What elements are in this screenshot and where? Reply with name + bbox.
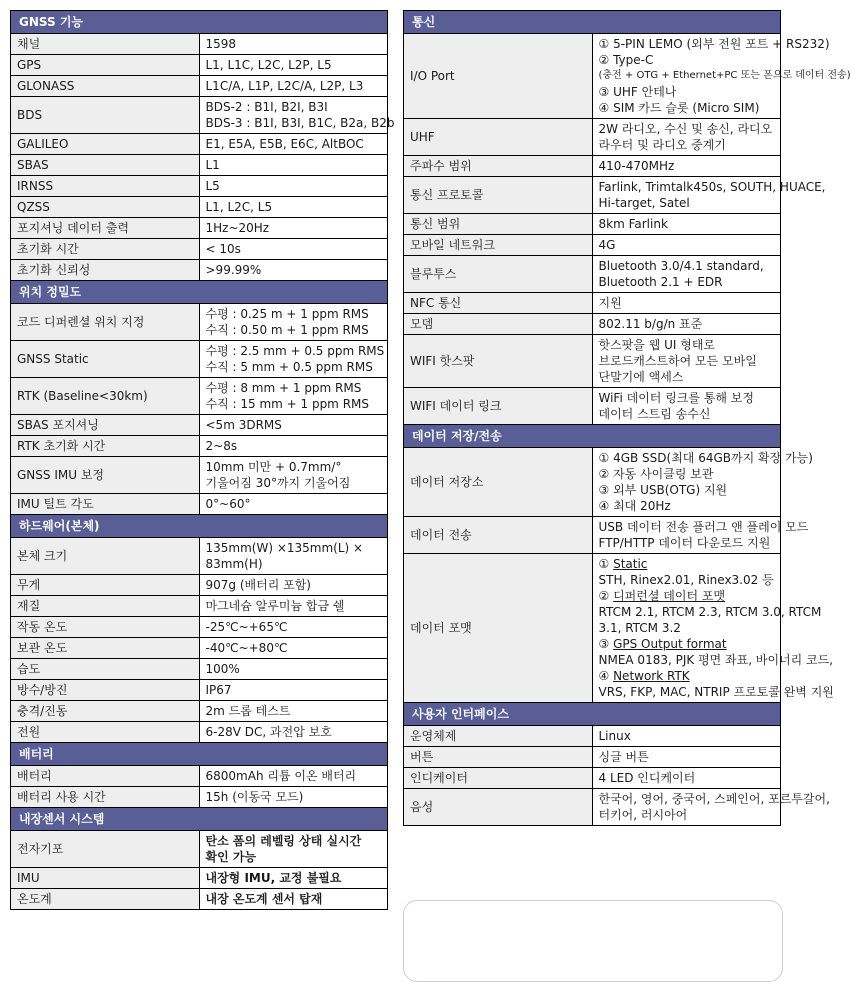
spec-value-line: 수직 : 0.50 m + 1 ppm RMS	[205, 323, 369, 337]
spec-value-line: ② 자동 사이클링 보관	[598, 467, 714, 481]
spec-value-line: ① 5-PIN LEMO (외부 전원 포트 + RS232)	[598, 37, 830, 51]
spec-label: 버튼	[404, 747, 593, 768]
spec-row	[11, 436, 388, 457]
spec-value-line: ① Static	[598, 557, 648, 571]
spec-row	[11, 34, 388, 55]
spec-label: 초기화 시간	[11, 239, 200, 260]
spec-value-line: 0°~60°	[205, 497, 251, 511]
spec-label: WIFI 데이터 링크	[404, 388, 593, 425]
spec-value-line: <5m 3DRMS	[205, 418, 282, 432]
spec-row	[404, 314, 781, 335]
section-title: 데이터 저장/전송	[404, 425, 781, 448]
spec-value-line: ① 4GB SSD(최대 64GB까지 확장 가능)	[598, 451, 813, 465]
spec-value	[592, 517, 809, 554]
spec-value	[199, 575, 388, 596]
spec-label: SBAS	[11, 155, 200, 176]
spec-row	[11, 341, 388, 378]
spec-value-line: Bluetooth 3.0/4.1 standard,	[598, 259, 764, 273]
spec-value-line: 2~8s	[205, 439, 238, 453]
spec-row	[11, 304, 388, 341]
spec-label: 데이터 전송	[404, 517, 593, 554]
spec-value	[199, 260, 388, 281]
spec-value	[199, 722, 388, 743]
spec-value-line: 탄소 폼의 레벨링 상태 실시간 확인 가능	[205, 834, 362, 864]
spec-label: 데이터 저장소	[404, 448, 593, 517]
spec-value-line: VRS, FKP, MAC, NTRIP 프로토콜 완벽 지원	[598, 685, 834, 699]
spec-value-line: 내장형 IMU, 교정 불필요	[205, 871, 342, 885]
spec-value	[199, 218, 388, 239]
spec-label: 인디케이터	[404, 768, 593, 789]
right-spec-column	[403, 10, 851, 826]
section-title: GNSS 기능	[11, 11, 388, 34]
spec-value-line: BDS-3 : B1I, B3I, B1C, B2a, B2b	[205, 116, 395, 130]
spec-row	[404, 235, 781, 256]
spec-row	[404, 554, 781, 703]
spec-row	[404, 388, 781, 425]
spec-value	[199, 680, 388, 701]
spec-value	[199, 239, 388, 260]
spec-value-line: L1, L1C, L2C, L2P, L5	[205, 58, 332, 72]
section-header	[11, 808, 388, 831]
spec-value-line: 지원	[598, 296, 622, 310]
spec-value-line: 수평 : 8 mm + 1 ppm RMS	[205, 381, 362, 395]
spec-value	[592, 768, 781, 789]
section-header	[11, 743, 388, 766]
spec-value	[592, 554, 834, 703]
spec-value-line: ③ 외부 USB(OTG) 지원	[598, 483, 728, 497]
spec-label: 전원	[11, 722, 200, 743]
spec-value-line: 3.1, RTCM 3.2	[598, 621, 681, 635]
spec-value-line: Bluetooth 2.1 + EDR	[598, 275, 723, 289]
spec-label: 블루투스	[404, 256, 593, 293]
spec-row	[11, 378, 388, 415]
spec-label: 전자기포	[11, 831, 200, 868]
spec-value	[199, 831, 388, 868]
spec-row	[11, 538, 388, 575]
spec-value-line: L1	[205, 158, 220, 172]
spec-value-line: ③ UHF 안테나	[598, 85, 677, 99]
spec-value-line: 내장 온도계 센서 탑재	[205, 892, 323, 906]
spec-row	[404, 214, 781, 235]
section-header	[404, 11, 781, 34]
spec-value	[199, 76, 388, 97]
spec-row	[11, 260, 388, 281]
spec-label: 포지셔닝 데이터 출력	[11, 218, 200, 239]
spec-row	[11, 97, 388, 134]
spec-value-line: 수직 : 15 mm + 1 ppm RMS	[205, 397, 369, 411]
spec-value	[592, 314, 781, 335]
spec-value-line: 마그네슘 알루미늄 합금 쉘	[205, 599, 345, 613]
spec-row	[404, 726, 781, 747]
spec-label: 운영체제	[404, 726, 593, 747]
spec-row	[11, 155, 388, 176]
spec-value	[592, 335, 781, 388]
spec-value	[199, 341, 388, 378]
spec-value-line: 802.11 b/g/n 표준	[598, 317, 703, 331]
spec-value-line: 100%	[205, 662, 240, 676]
spec-value-line: ④ SIM 카드 슬롯 (Micro SIM)	[598, 101, 760, 115]
spec-value	[199, 97, 395, 134]
spec-value-line: 410-470MHz	[598, 159, 675, 173]
spec-value	[199, 659, 388, 680]
spec-label: 재질	[11, 596, 200, 617]
spec-value	[592, 789, 830, 826]
spec-label: I/O Port	[404, 34, 593, 119]
spec-value-line: 한국어, 영어, 중국어, 스페인어, 포르투갈어,	[598, 792, 830, 806]
spec-label: RTK 초기화 시간	[11, 436, 200, 457]
spec-row	[11, 596, 388, 617]
spec-label: 본체 크기	[11, 538, 200, 575]
spec-value-line: USB 데이터 전송 플러그 앤 플레이 모드	[598, 520, 809, 534]
spec-row	[404, 156, 781, 177]
spec-value	[199, 197, 388, 218]
spec-value	[199, 155, 388, 176]
spec-value	[199, 638, 388, 659]
spec-row	[11, 218, 388, 239]
spec-value-line: -25℃~+65℃	[205, 620, 288, 634]
spec-value-line: L1, L2C, L5	[205, 200, 273, 214]
spec-row	[11, 415, 388, 436]
spec-value-line: < 10s	[205, 242, 241, 256]
spec-row	[404, 747, 781, 768]
spec-label: RTK (Baseline<30km)	[11, 378, 200, 415]
spec-value-line: 터키어, 러시아어	[598, 808, 688, 822]
spec-row	[11, 659, 388, 680]
spec-label: 코드 디퍼렌셜 위치 지정	[11, 304, 200, 341]
spec-value-line: 수평 : 0.25 m + 1 ppm RMS	[205, 307, 369, 321]
section-header	[404, 703, 781, 726]
section-title: 내장센서 시스템	[11, 808, 388, 831]
spec-value	[592, 388, 781, 425]
spec-value-line: ④ Network RTK	[598, 669, 690, 683]
spec-row	[404, 335, 781, 388]
spec-value-line: 135mm(W) ×135mm(L) × 83mm(H)	[205, 541, 364, 571]
spec-row	[11, 766, 388, 787]
spec-label: 온도계	[11, 889, 200, 910]
left-spec-column	[10, 10, 395, 910]
spec-label: QZSS	[11, 197, 200, 218]
spec-value	[199, 617, 388, 638]
spec-value	[199, 494, 388, 515]
spec-value	[592, 235, 781, 256]
spec-value-line: NMEA 0183, PJK 평면 좌표, 바이너리 코드,	[598, 653, 834, 667]
spec-value	[199, 55, 388, 76]
spec-value-line: Hi-target, Satel	[598, 196, 690, 210]
spec-value	[592, 34, 851, 119]
spec-label: 작동 온도	[11, 617, 200, 638]
spec-value-line: (충전 + OTG + Ethernet+PC 또는 폰으로 데이터 전송)	[598, 70, 851, 81]
spec-label: WIFI 핫스팟	[404, 335, 593, 388]
spec-label: IMU 틸트 각도	[11, 494, 200, 515]
spec-value-line: BDS-2 : B1I, B2I, B3I	[205, 100, 328, 114]
spec-value	[199, 868, 388, 889]
spec-value	[199, 766, 388, 787]
spec-value	[199, 457, 388, 494]
spec-label: IMU	[11, 868, 200, 889]
spec-value-line: -40℃~+80℃	[205, 641, 288, 655]
spec-value	[199, 176, 388, 197]
spec-label: 배터리 사용 시간	[11, 787, 200, 808]
spec-row	[404, 517, 781, 554]
spec-value	[199, 415, 388, 436]
spec-row	[404, 293, 781, 314]
spec-value-line: ③ GPS Output format	[598, 637, 727, 651]
spec-value-line: 수평 : 2.5 mm + 0.5 ppm RMS	[205, 344, 385, 358]
spec-value-line: WiFi 데이터 링크를 통해 보정 데이터 스트림 송수신	[598, 391, 754, 421]
underlined-heading: 디퍼런셜 데이터 포맷	[613, 589, 726, 603]
spec-value-line: 6800mAh 리튬 이온 배터리	[205, 769, 357, 783]
spec-value-line: FTP/HTTP 데이터 다운로드 지원	[598, 536, 771, 550]
section-title: 하드웨어(본체)	[11, 515, 388, 538]
spec-value-line: 수직 : 5 mm + 0.5 ppm RMS	[205, 360, 373, 374]
spec-value-line: ② 디퍼런셜 데이터 포맷	[598, 589, 726, 603]
spec-value-line: 4G	[598, 238, 616, 252]
spec-label: GNSS IMU 보정	[11, 457, 200, 494]
section-title: 사용자 인터페이스	[404, 703, 781, 726]
spec-label: 습도	[11, 659, 200, 680]
spec-value-line: E1, E5A, E5B, E6C, AltBOC	[205, 137, 364, 151]
spec-label: 통신 범위	[404, 214, 593, 235]
spec-value	[592, 293, 781, 314]
spec-label: 초기화 신뢰성	[11, 260, 200, 281]
spec-value-line: RTCM 2.1, RTCM 2.3, RTCM 3.0, RTCM	[598, 605, 822, 619]
spec-value	[199, 378, 388, 415]
spec-value	[592, 156, 781, 177]
spec-label: 보관 온도	[11, 638, 200, 659]
spec-value	[199, 436, 388, 457]
spec-label: IRNSS	[11, 176, 200, 197]
spec-label: 모바일 네트워크	[404, 235, 593, 256]
spec-row	[11, 889, 388, 910]
underlined-heading: Static	[613, 557, 648, 571]
spec-value-line: 15h (이동국 모드)	[205, 790, 304, 804]
section-title: 위치 정밀도	[11, 281, 388, 304]
spec-row	[11, 701, 388, 722]
spec-value-line: L1C/A, L1P, L2C/A, L2P, L3	[205, 79, 364, 93]
spec-row	[11, 575, 388, 596]
spec-value	[199, 787, 388, 808]
spec-value-line: 6-28V DC, 과전압 보호	[205, 725, 332, 739]
spec-value-line: 4 LED 인디케이터	[598, 771, 696, 785]
spec-value	[199, 889, 388, 910]
spec-label: GLONASS	[11, 76, 200, 97]
section-header	[404, 425, 781, 448]
spec-label: 무게	[11, 575, 200, 596]
spec-value-line: IP67	[205, 683, 232, 697]
spec-value-line: ④ 최대 20Hz	[598, 499, 671, 513]
spec-label: NFC 통신	[404, 293, 593, 314]
spec-label: 배터리	[11, 766, 200, 787]
spec-value-line: Farlink, Trimtalk450s, SOUTH, HUACE,	[598, 180, 826, 194]
spec-label: UHF	[404, 119, 593, 156]
spec-row	[11, 76, 388, 97]
spec-row	[11, 680, 388, 701]
spec-value-line: Linux	[598, 729, 631, 743]
spec-value-line: 싱글 버튼	[598, 750, 649, 764]
spec-label: 통신 프로토콜	[404, 177, 593, 214]
spec-row	[404, 177, 781, 214]
spec-row	[404, 256, 781, 293]
spec-value-line: L5	[205, 179, 220, 193]
spec-row	[404, 448, 781, 517]
spec-value	[592, 448, 813, 517]
spec-value-line: 1598	[205, 37, 237, 51]
spec-row	[404, 119, 781, 156]
spec-row	[11, 197, 388, 218]
spec-row	[11, 55, 388, 76]
spec-value	[199, 304, 388, 341]
spec-value	[199, 34, 388, 55]
spec-row	[11, 134, 388, 155]
spec-value	[199, 701, 388, 722]
section-title: 배터리	[11, 743, 388, 766]
underlined-heading: Network RTK	[613, 669, 690, 683]
spec-row	[404, 34, 781, 119]
spec-value-line: 2W 라디오, 수신 및 송신, 라디오 라우터 및 라디오 중계기	[598, 122, 773, 152]
section-header	[11, 11, 388, 34]
spec-row	[11, 617, 388, 638]
right-spec-table	[403, 10, 851, 826]
spec-row	[11, 457, 388, 494]
spec-value	[592, 119, 781, 156]
spec-row	[11, 494, 388, 515]
spec-value	[592, 747, 781, 768]
underlined-heading: GPS Output format	[613, 637, 727, 651]
spec-value	[592, 256, 781, 293]
spec-label: 충격/진동	[11, 701, 200, 722]
empty-panel	[403, 900, 783, 982]
spec-label: SBAS 포지셔닝	[11, 415, 200, 436]
spec-value-line: 10mm 미만 + 0.7mm/° 기울어짐 30°까지 기울어짐	[205, 460, 351, 490]
spec-row	[11, 638, 388, 659]
spec-value-line: ② Type-C	[598, 53, 654, 67]
left-spec-table	[10, 10, 395, 910]
spec-value-line: 907g (배터리 포함)	[205, 578, 311, 592]
spec-row	[404, 768, 781, 789]
spec-label: 모뎀	[404, 314, 593, 335]
spec-row	[11, 176, 388, 197]
spec-label: 음성	[404, 789, 593, 826]
spec-label: BDS	[11, 97, 200, 134]
spec-label: 데이터 포맷	[404, 554, 593, 703]
spec-value-line: 1Hz~20Hz	[205, 221, 270, 235]
spec-value-line: 8km Farlink	[598, 217, 668, 231]
section-header	[11, 515, 388, 538]
spec-label: GNSS Static	[11, 341, 200, 378]
spec-value	[199, 596, 388, 617]
spec-label: 주파수 범위	[404, 156, 593, 177]
spec-label: GPS	[11, 55, 200, 76]
spec-row	[11, 868, 388, 889]
spec-row	[11, 831, 388, 868]
spec-value-line: STH, Rinex2.01, Rinex3.02 등	[598, 573, 774, 587]
spec-row	[404, 789, 781, 826]
spec-value	[199, 538, 388, 575]
spec-value	[592, 214, 781, 235]
spec-label: GALILEO	[11, 134, 200, 155]
spec-value	[199, 134, 388, 155]
spec-row	[11, 722, 388, 743]
section-header	[11, 281, 388, 304]
spec-label: 채널	[11, 34, 200, 55]
section-title: 통신	[404, 11, 781, 34]
spec-value	[592, 177, 826, 214]
spec-row	[11, 787, 388, 808]
spec-value	[592, 726, 781, 747]
spec-row	[11, 239, 388, 260]
spec-value-line: 2m 드롭 테스트	[205, 704, 291, 718]
spec-value-line: 핫스팟을 웹 UI 형태로 브로드캐스트하여 모든 모바일 단말기에 액세스	[598, 338, 757, 384]
spec-label: 방수/방진	[11, 680, 200, 701]
spec-value-line: >99.99%	[205, 263, 262, 277]
